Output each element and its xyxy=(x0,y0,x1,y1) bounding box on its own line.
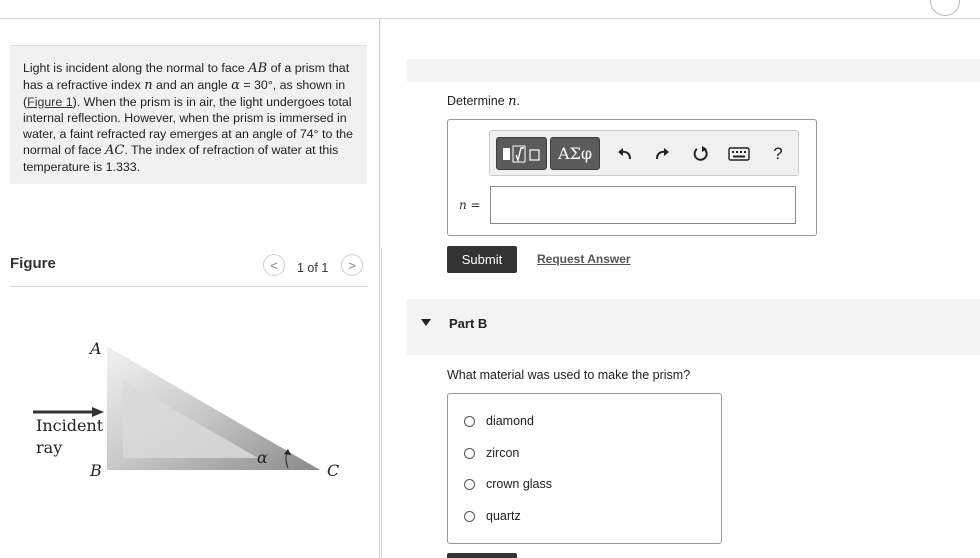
column-divider-secondary xyxy=(381,248,382,558)
face-ab-symbol: AB xyxy=(248,61,268,76)
problem-text: and an angle xyxy=(152,78,232,92)
top-bar xyxy=(0,0,980,19)
radio-button[interactable] xyxy=(464,511,475,522)
face-ac-symbol: AC xyxy=(104,143,125,158)
option-label: zircon xyxy=(486,446,520,460)
undo-button[interactable] xyxy=(613,142,637,166)
alpha-symbol: α xyxy=(231,78,240,93)
problem-statement xyxy=(10,45,367,184)
figure-header xyxy=(10,248,367,287)
symbols-button[interactable] xyxy=(550,137,600,170)
n-symbol: n xyxy=(144,78,153,93)
radio-button[interactable] xyxy=(464,448,475,459)
option-diamond[interactable] xyxy=(464,411,534,431)
incident-ray-label-line1: Incident xyxy=(36,416,104,435)
column-divider xyxy=(379,19,380,558)
part-a-header-band xyxy=(407,59,980,82)
radio-button[interactable] xyxy=(464,416,475,427)
angle-label-alpha: α xyxy=(257,448,268,467)
figure-pager: 1 of 1 xyxy=(297,261,329,275)
part-b-question: What material was used to make the prism? xyxy=(447,368,691,382)
chevron-right-icon: > xyxy=(348,257,356,273)
vertex-label-b: B xyxy=(90,461,102,480)
profile-circle-icon[interactable] xyxy=(930,0,960,16)
chevron-left-icon: < xyxy=(270,257,278,273)
radio-button[interactable] xyxy=(464,479,475,490)
problem-text: . The index of refraction of water at this temperature is 1.333. xyxy=(23,143,339,174)
submit-button[interactable]: Submit xyxy=(447,246,517,273)
symbols-label: ΑΣφ xyxy=(557,144,593,163)
answer-input[interactable] xyxy=(490,186,796,224)
problem-text: Light is incident along the normal to face xyxy=(23,61,249,75)
request-answer-link[interactable]: Request Answer xyxy=(537,252,631,266)
prism-diagram xyxy=(20,330,360,490)
vertex-label-a: A xyxy=(90,339,102,358)
part-b-title[interactable]: Part B xyxy=(449,316,488,331)
option-label: diamond xyxy=(486,414,534,428)
option-label: quartz xyxy=(486,509,521,523)
options-box xyxy=(447,393,722,544)
part-a-prompt xyxy=(447,94,520,109)
vertex-label-c: C xyxy=(327,461,340,480)
option-label: crown glass xyxy=(486,477,552,491)
caret-down-icon[interactable] xyxy=(421,319,431,326)
reset-button[interactable] xyxy=(689,142,713,166)
help-button[interactable] xyxy=(766,142,790,166)
part-b-submit-button-partial[interactable] xyxy=(447,553,517,558)
answer-variable-label: n = xyxy=(459,198,481,212)
prompt-variable: n xyxy=(508,94,517,109)
option-quartz[interactable] xyxy=(464,506,521,526)
templates-icon xyxy=(500,142,544,166)
templates-button[interactable] xyxy=(496,137,547,170)
next-figure-button[interactable] xyxy=(341,254,363,276)
part-b-header-band[interactable] xyxy=(407,299,980,355)
redo-icon xyxy=(653,145,671,163)
help-icon: ? xyxy=(773,144,783,163)
reset-icon xyxy=(692,145,710,163)
option-zircon[interactable] xyxy=(464,443,519,463)
problem-text: = 30°, as shown in ( xyxy=(23,78,346,109)
prompt-punctuation: . xyxy=(516,94,520,108)
prompt-text: Determine xyxy=(447,94,509,108)
redo-button[interactable] xyxy=(650,142,674,166)
math-toolbar xyxy=(489,130,799,176)
figure-title: Figure xyxy=(10,255,56,272)
keyboard-button[interactable] xyxy=(727,142,751,166)
keyboard-icon xyxy=(728,147,750,161)
problem-text: ). When the prism is in air, the light undergoes total internal reflection. However, when the prism is immersed in water, a faint refracted ray emerges at an angle of 74° to the normal of face xyxy=(23,95,354,157)
problem-text: of a prism that has a refractive index xyxy=(23,61,350,92)
option-crown-glass[interactable] xyxy=(464,474,552,494)
undo-icon xyxy=(616,145,634,163)
figure-link[interactable]: Figure 1 xyxy=(27,95,73,109)
incident-ray-label-line2: ray xyxy=(36,438,63,457)
prev-figure-button[interactable] xyxy=(263,254,285,276)
